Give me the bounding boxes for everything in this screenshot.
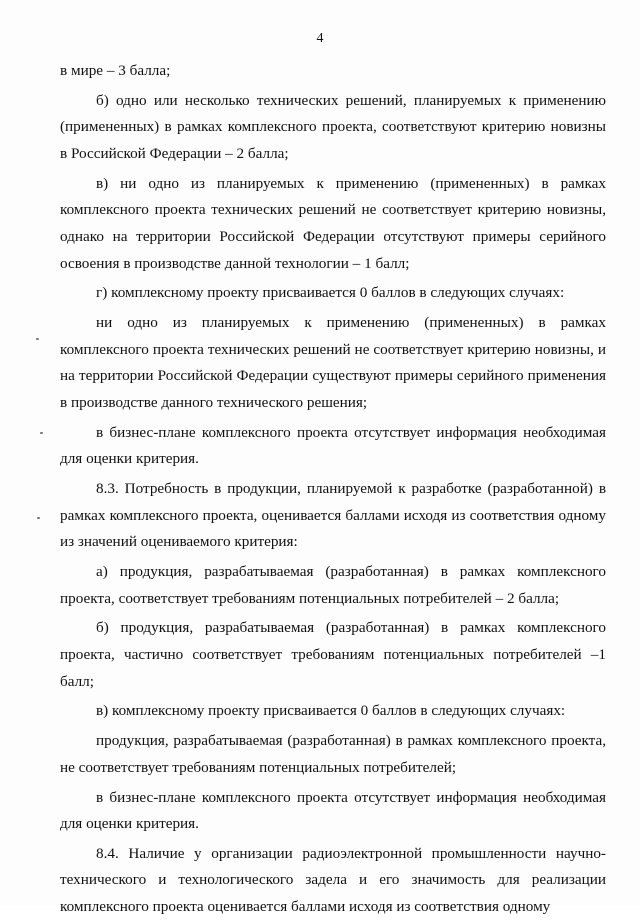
paragraph-zero-case-1: ни одно из планируемых к применению (примененных) в рамках комплексного проекта технических решений не соответствует критерию новизны, и на территории Российской Федерации существуют примеры серийного применения в производстве данного технического решения;	[60, 314, 606, 411]
paragraph-8-3-zero-case-1: продукция, разрабатываемая (разработанная) в рамках комплексного проекта, не соответствует требованиям потенциальных потребителей;	[60, 732, 606, 776]
paragraph-8-3-item-b: б) продукция, разрабатываемая (разработанная) в рамках комплексного проекта, частично соответствует требованиям потенциальных потребителей –1 балл;	[60, 619, 606, 690]
paragraph-section-8-4: 8.4. Наличие у организации радиоэлектронной промышленности научно-технического и технологического задела и его значимость для реализации комплексного проекта оценивается баллами исходя из соответствия одному	[60, 844, 606, 916]
paragraph-8-3-zero-case-2: в бизнес-плане комплексного проекта отсутствует информация необходимая для оценки критерия.	[60, 788, 606, 833]
paragraph-8-3-item-v: в) комплексному проекту присваивается 0 баллов в следующих случаях:	[96, 702, 566, 720]
scan-speck	[37, 517, 40, 519]
scan-speck	[40, 432, 43, 434]
paragraph-zero-case-2: в бизнес-плане комплексного проекта отсутствует информация необходимая для оценки критерия.	[60, 423, 606, 468]
paragraph-item-v: в) ни одно из планируемых к применению (примененных) в рамках комплексного проекта технических решений не соответствует критерию новизны, однако на территории Российской Федерации отсутствуют примеры серийного освоения в производстве данной технологии – 1 балл;	[60, 174, 606, 272]
paragraph-continuation: в мире – 3 балла;	[60, 62, 171, 79]
paragraph-item-b: б) одно или несколько технических решений, планируемых к применению (примененных) в рамках комплексного проекта, соответствуют критерию новизны в Российской Федерации – 2 балла;	[60, 91, 606, 162]
page-number: 4	[316, 31, 324, 46]
scan-speck	[36, 338, 39, 340]
paragraph-item-g: г) комплексному проекту присваивается 0 баллов в следующих случаях:	[96, 284, 565, 302]
paragraph-8-3-item-a: а) продукция, разрабатываемая (разработанная) в рамках комплексного проекта, соответствует требованиям потенциальных потребителей – 2 балла;	[60, 563, 606, 607]
document-body	[60, 58, 606, 921]
paragraph-section-8-3: 8.3. Потребность в продукции, планируемой к разработке (разработанной) в рамках комплексного проекта, оценивается баллами исходя из соответствия одному из значений оцениваемого критерия:	[60, 480, 606, 551]
